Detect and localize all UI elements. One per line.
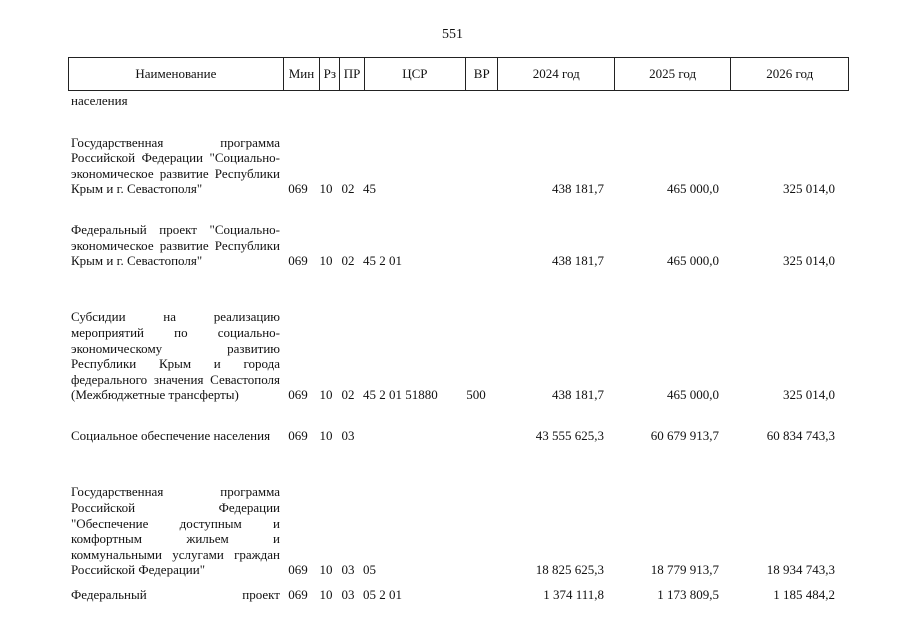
row-2024: 18 825 625,3 bbox=[535, 562, 604, 578]
row-name: Федеральный проект bbox=[71, 587, 280, 603]
header-rz: Рз bbox=[320, 58, 340, 91]
row-csr: 45 2 01 51880 bbox=[363, 387, 438, 403]
row-min: 069 bbox=[288, 428, 308, 444]
row-2024: 1 374 111,8 bbox=[543, 587, 604, 603]
row-min: 069 bbox=[288, 181, 308, 197]
row-rz: 10 bbox=[319, 428, 333, 444]
header-year-2026: 2026 год bbox=[731, 58, 849, 91]
row-2026: 60 834 743,3 bbox=[766, 428, 835, 444]
table-row bbox=[68, 206, 849, 269]
row-name: Социальное обеспечение населения bbox=[71, 428, 271, 444]
table-row bbox=[68, 412, 849, 444]
row-2024: 43 555 625,3 bbox=[535, 428, 604, 444]
row-csr: 45 2 01 bbox=[363, 253, 402, 269]
row-min: 069 bbox=[288, 587, 308, 603]
row-csr: 05 2 01 bbox=[363, 587, 402, 603]
row-2024: 438 181,7 bbox=[552, 387, 604, 403]
table-row bbox=[68, 91, 849, 112]
row-name: Федеральный проект "Социально-экономическое развитие Республики Крым и г. Севастополя" bbox=[71, 222, 280, 269]
row-rz: 10 bbox=[319, 253, 333, 269]
row-pr: 03 bbox=[341, 562, 355, 578]
row-vr: 500 bbox=[466, 387, 486, 403]
row-name: Государственная программа Российской Федерации "Обеспечение доступным и комфортным жильем и коммунальными услугами граждан Российской Федерации" bbox=[71, 484, 280, 578]
row-2025: 1 173 809,5 bbox=[657, 587, 719, 603]
page-number: 551 bbox=[442, 27, 463, 42]
header-csr: ЦСР bbox=[364, 58, 465, 91]
row-pr: 02 bbox=[341, 181, 355, 197]
row-2026: 1 185 484,2 bbox=[773, 587, 835, 603]
table-row bbox=[68, 278, 849, 403]
table-row bbox=[68, 453, 849, 578]
table-row bbox=[68, 119, 849, 197]
row-2025: 465 000,0 bbox=[667, 387, 719, 403]
row-pr: 02 bbox=[341, 387, 355, 403]
header-name: Наименование bbox=[69, 58, 284, 91]
row-min: 069 bbox=[288, 387, 308, 403]
row-name: Государственная программа Российской Федерации "Социально-экономическое развитие Республики Крым и г. Севастополя" bbox=[71, 134, 280, 197]
table-row bbox=[68, 587, 849, 603]
row-2024: 438 181,7 bbox=[552, 181, 604, 197]
row-rz: 10 bbox=[319, 562, 333, 578]
row-2025: 18 779 913,7 bbox=[650, 562, 719, 578]
row-csr: 45 bbox=[363, 181, 376, 197]
row-2025: 465 000,0 bbox=[667, 253, 719, 269]
row-pr: 02 bbox=[341, 253, 355, 269]
header-year-2025: 2025 год bbox=[614, 58, 730, 91]
column-header bbox=[68, 57, 849, 91]
row-2025: 465 000,0 bbox=[667, 181, 719, 197]
row-2026: 18 934 743,3 bbox=[766, 562, 835, 578]
row-csr: 05 bbox=[363, 562, 376, 578]
row-min: 069 bbox=[288, 562, 308, 578]
header-pr: ПР bbox=[340, 58, 364, 91]
row-rz: 10 bbox=[319, 387, 333, 403]
row-2024: 438 181,7 bbox=[552, 253, 604, 269]
row-pr: 03 bbox=[341, 587, 355, 603]
row-2026: 325 014,0 bbox=[783, 181, 835, 197]
row-rz: 10 bbox=[319, 181, 333, 197]
budget-table-body bbox=[68, 91, 849, 603]
row-2025: 60 679 913,7 bbox=[650, 428, 719, 444]
row-min: 069 bbox=[288, 253, 308, 269]
row-2026: 325 014,0 bbox=[783, 387, 835, 403]
row-name: населения bbox=[71, 93, 128, 108]
row-pr: 03 bbox=[341, 428, 355, 444]
row-2026: 325 014,0 bbox=[783, 253, 835, 269]
row-rz: 10 bbox=[319, 587, 333, 603]
header-vr: ВР bbox=[466, 58, 498, 91]
header-min: Мин bbox=[283, 58, 319, 91]
row-name: Субсидии на реализацию мероприятий по социально-экономическому развитию Республики Крым и города федерального значения Севастополя (Межбюджетные трансферты) bbox=[71, 309, 280, 403]
header-year-2024: 2024 год bbox=[498, 58, 614, 91]
